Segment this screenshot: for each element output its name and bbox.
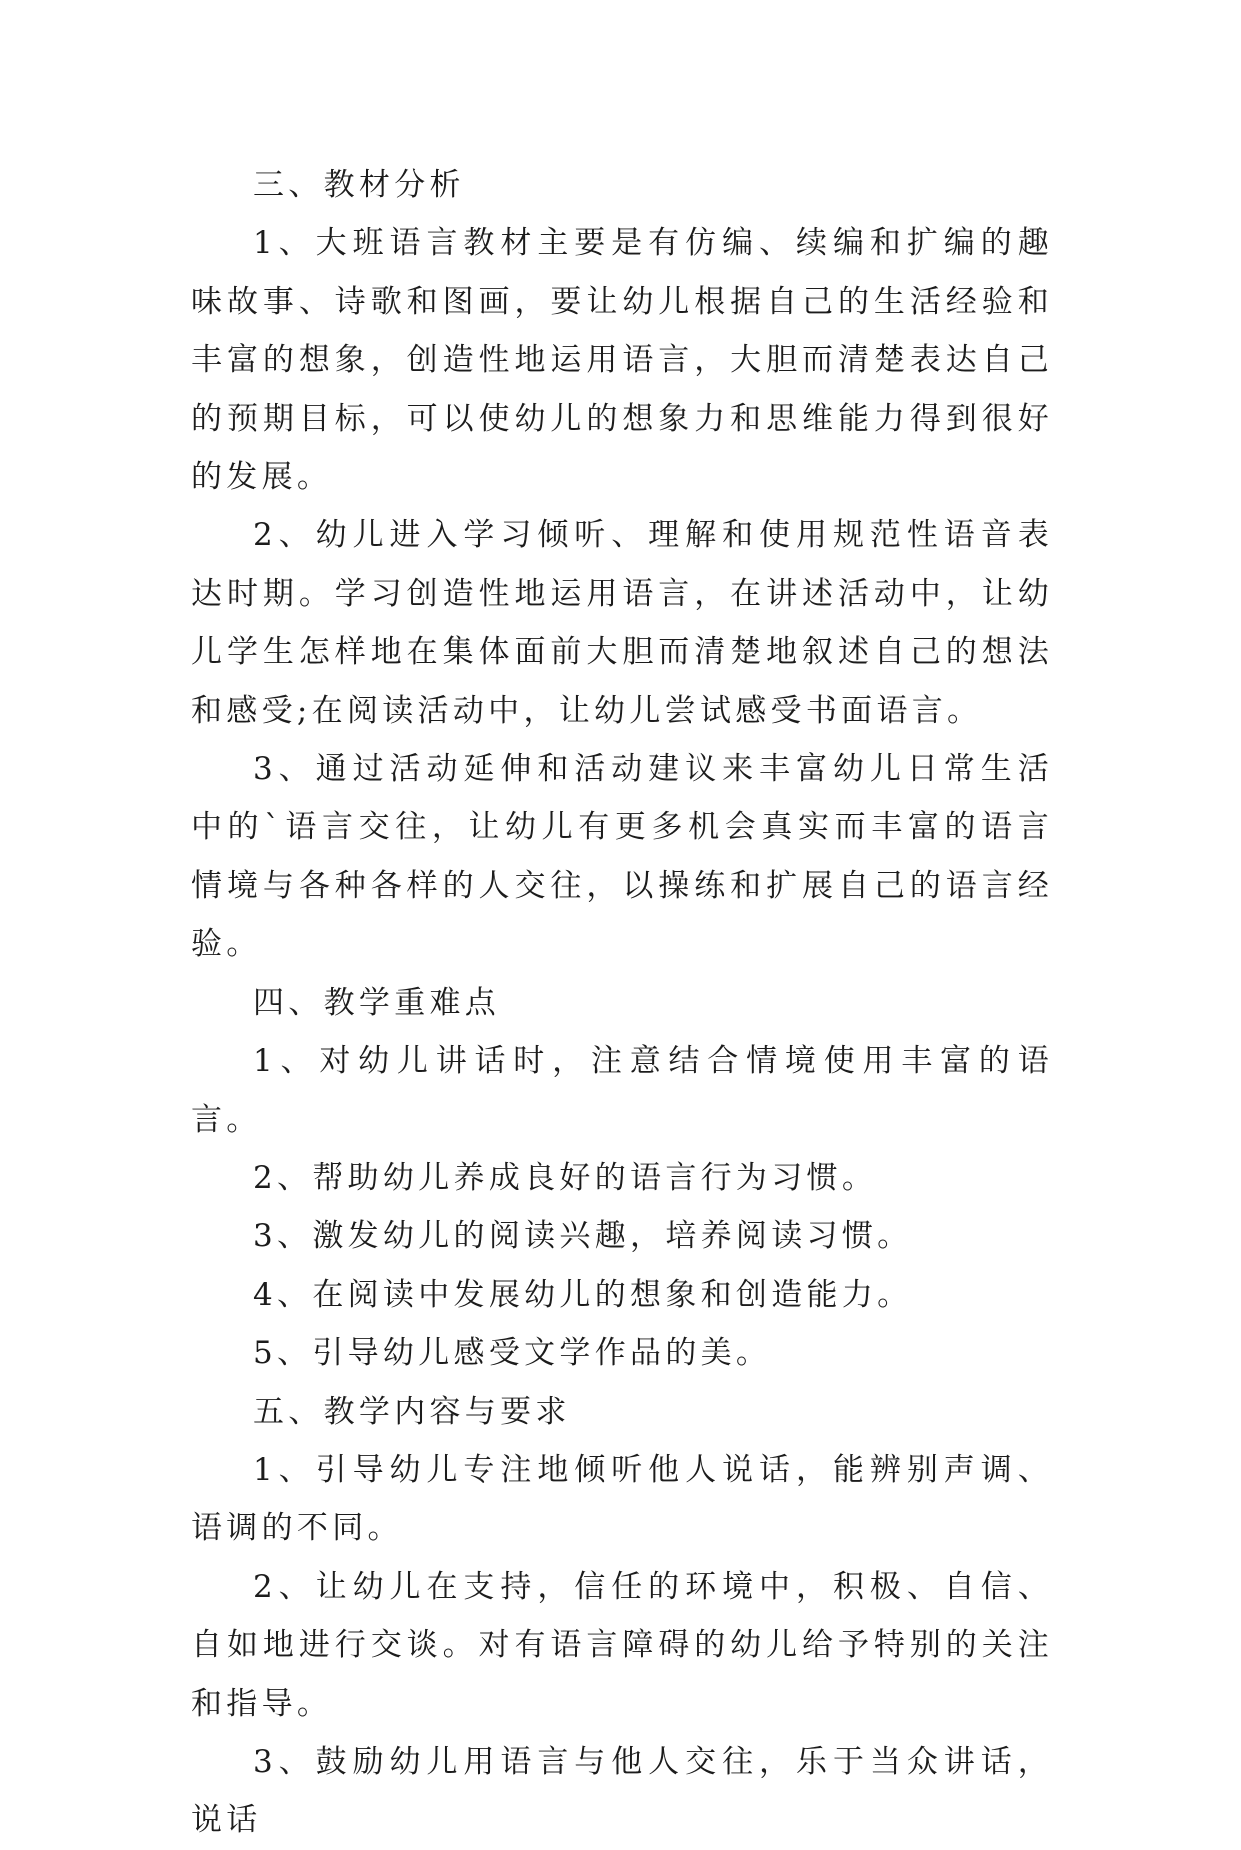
section-heading-key-difficulties: 四、教学重难点 bbox=[253, 984, 501, 1021]
paragraph: 1、大班语言教材主要是有仿编、续编和扩编的趣味故事、诗歌和图画，要让幼儿根据自己的生活经验和丰富的想象，创造性地运用语言，大胆而清楚表达自己的预期目标，可以使幼儿的想象力和思维能力得到很好的发展。 bbox=[191, 225, 1053, 496]
paragraph: 2、幼儿进入学习倾听、理解和使用规范性语音表达时期。学习创造性地运用语言，在讲述活动中，让幼儿学生怎样地在集体面前大胆而清楚地叙述自己的想法和感受;在阅读活动中，让幼儿尝试感受书面语言。 bbox=[191, 517, 1053, 729]
paragraph: 1、引导幼儿专注地倾听他人说话，能辨别声调、语调的不同。 bbox=[191, 1451, 1053, 1547]
paragraph: 3、通过活动延伸和活动建议来丰富幼儿日常生活中的`语言交往，让幼儿有更多机会真实而丰富的语言情境与各种各样的人交往，以操练和扩展自己的语言经验。 bbox=[191, 751, 1053, 963]
paragraph: 3、鼓励幼儿用语言与他人交往，乐于当众讲话，说话 bbox=[191, 1743, 1053, 1839]
list-item: 3、激发幼儿的阅读兴趣，培养阅读习惯。 bbox=[253, 1218, 913, 1255]
section-heading-textbook-analysis: 三、教材分析 bbox=[253, 167, 465, 203]
list-item: 1、对幼儿讲话时，注意结合情境使用丰富的语言。 bbox=[191, 1043, 1053, 1138]
paragraph: 2、让幼儿在支持，信任的环境中，积极、自信、自如地进行交谈。对有语言障碍的幼儿给予特别的关注和指导。 bbox=[191, 1568, 1053, 1722]
document-body bbox=[191, 156, 1053, 1850]
list-item: 2、帮助幼儿养成良好的语言行为习惯。 bbox=[253, 1159, 878, 1196]
list-item: 4、在阅读中发展幼儿的想象和创造能力。 bbox=[253, 1276, 913, 1313]
section-heading-content-requirements: 五、教学内容与要求 bbox=[253, 1393, 571, 1430]
list-item: 5、引导幼儿感受文学作品的美。 bbox=[253, 1335, 772, 1372]
